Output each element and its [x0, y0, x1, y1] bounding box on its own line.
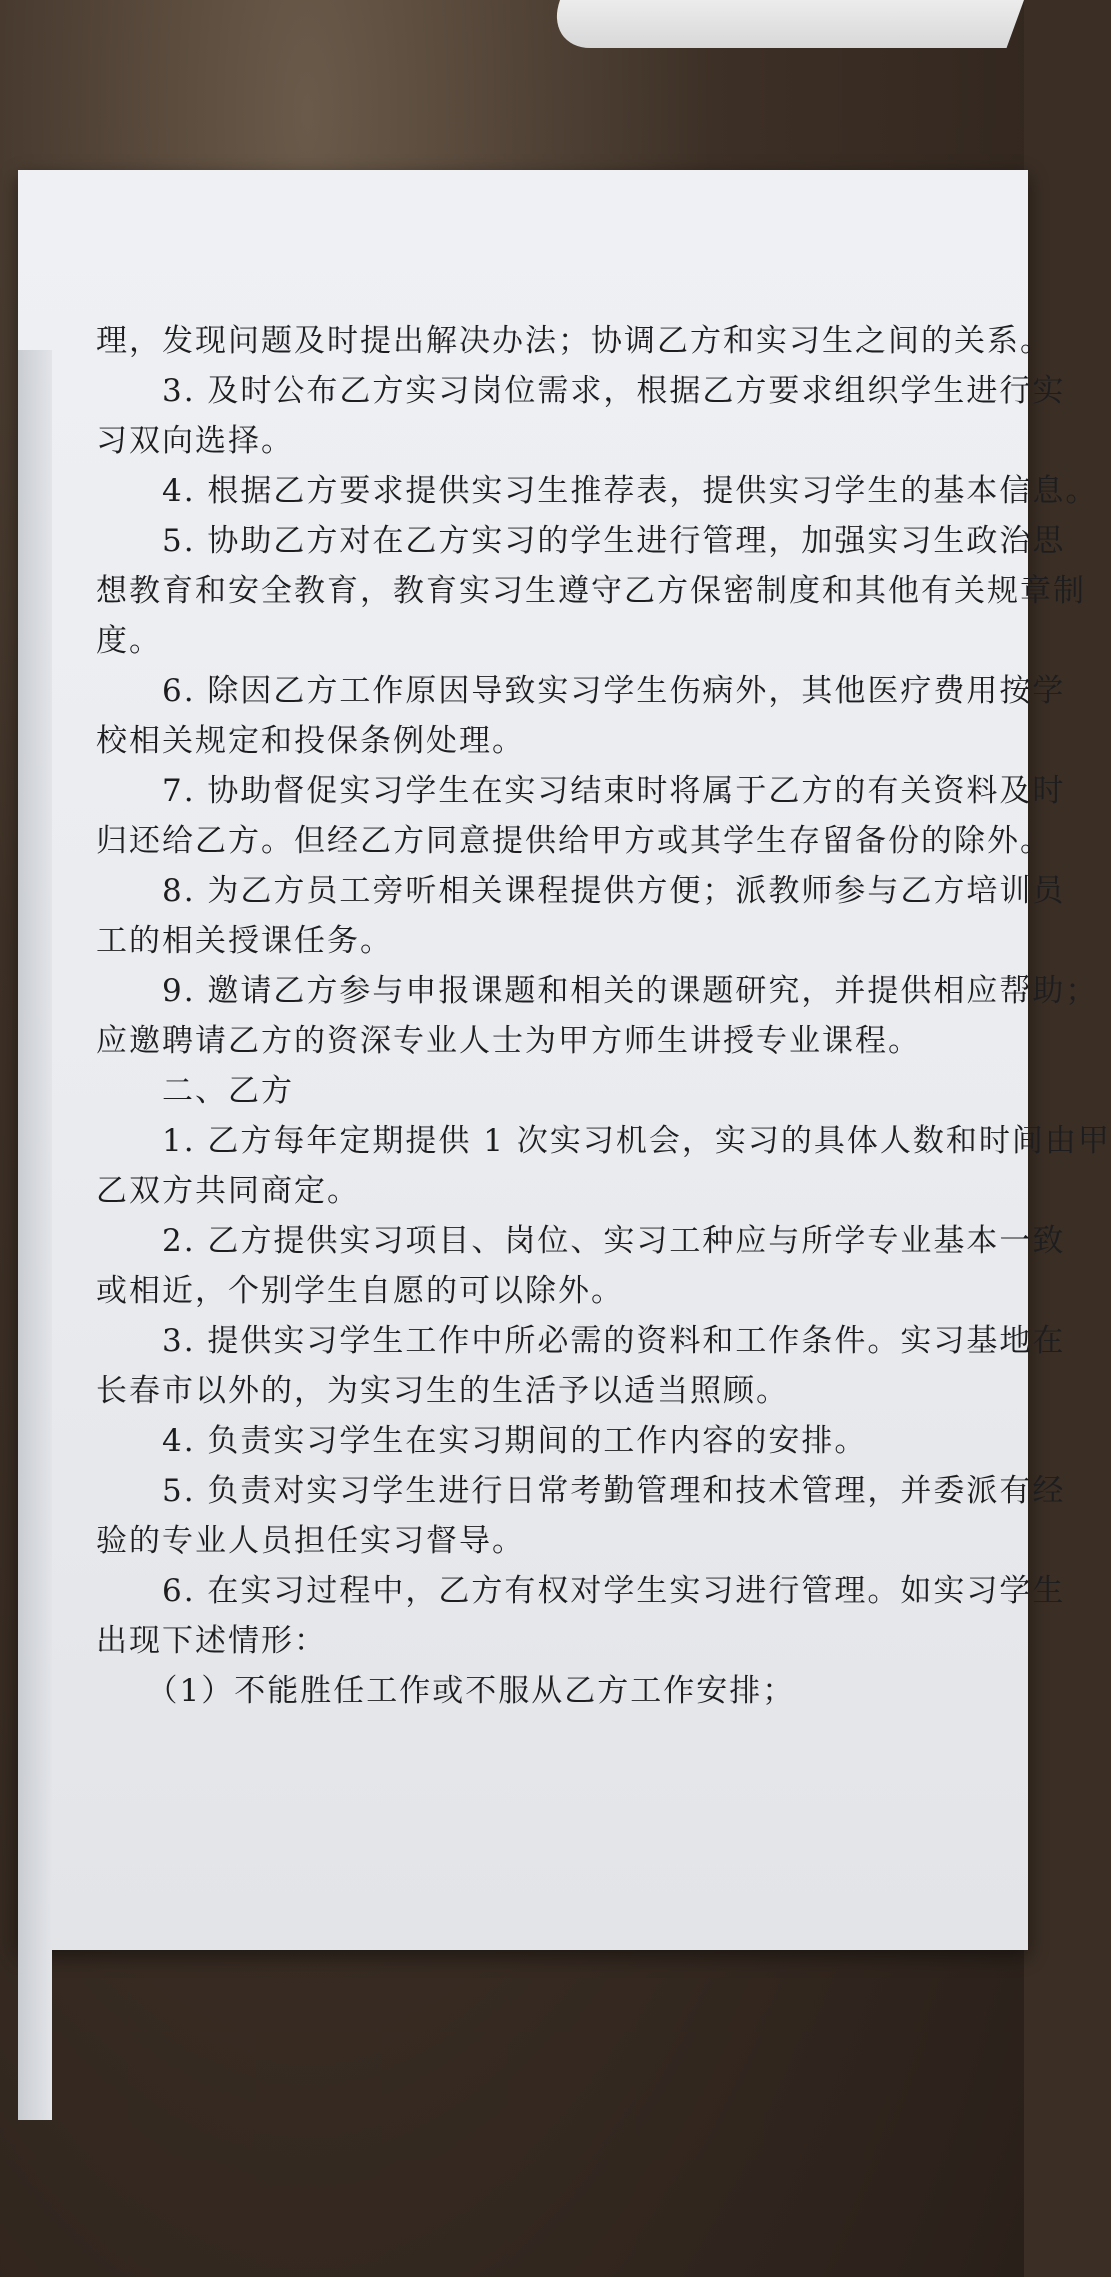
paragraph-line: 5. 负责对实习学生进行日常考勤管理和技术管理，并委派有经 [96, 1473, 1066, 1509]
paragraph-line: （1）不能胜任工作或不服从乙方工作安排； [96, 1673, 796, 1709]
paragraph-line: 3. 提供实习学生工作中所必需的资料和工作条件。实习基地在 [96, 1323, 1066, 1359]
paragraph-line: 1. 乙方每年定期提供 1 次实习机会，实习的具体人数和时间由甲 [96, 1123, 1111, 1159]
paragraph-line: 应邀聘请乙方的资深专业人士为甲方师生讲授专业课程。 [96, 1023, 921, 1059]
document-body [96, 316, 1111, 1716]
section-heading: 二、乙方 [96, 1073, 294, 1109]
paragraph-line: 4. 根据乙方要求提供实习生推荐表，提供实习学生的基本信息。 [96, 473, 1099, 509]
paragraph-line: 理，发现问题及时提出解决办法；协调乙方和实习生之间的关系。 [96, 323, 1053, 359]
paragraph-line: 乙双方共同商定。 [96, 1173, 360, 1209]
paragraph-line: 6. 除因乙方工作原因导致实习学生伤病外，其他医疗费用按学 [96, 673, 1066, 709]
paragraph-line: 度。 [96, 623, 162, 659]
paragraph-line: 9. 邀请乙方参与申报课题和相关的课题研究，并提供相应帮助； [96, 973, 1099, 1009]
paragraph-line: 5. 协助乙方对在乙方实习的学生进行管理，加强实习生政治思 [96, 523, 1066, 559]
paragraph-line: 2. 乙方提供实习项目、岗位、实习工种应与所学专业基本一致 [96, 1223, 1066, 1259]
paragraph-line: 6. 在实习过程中，乙方有权对学生实习进行管理。如实习学生 [96, 1573, 1066, 1609]
paragraph-line: 3. 及时公布乙方实习岗位需求，根据乙方要求组织学生进行实 [96, 373, 1066, 409]
paragraph-line: 或相近，个别学生自愿的可以除外。 [96, 1273, 624, 1309]
paragraph-line: 习双向选择。 [96, 423, 294, 459]
paragraph-line: 7. 协助督促实习学生在实习结束时将属于乙方的有关资料及时 [96, 773, 1066, 809]
document-page [18, 170, 1111, 1950]
paragraph-line: 想教育和安全教育，教育实习生遵守乙方保密制度和其他有关规章制 [96, 573, 1086, 609]
paragraph-line: 出现下述情形： [96, 1623, 327, 1659]
paragraph-line: 校相关规定和投保条例处理。 [96, 723, 525, 759]
paragraph-line: 工的相关授课任务。 [96, 923, 393, 959]
page-binding-shadow [18, 350, 52, 2120]
paragraph-line: 8. 为乙方员工旁听相关课程提供方便；派教师参与乙方培训员 [96, 873, 1066, 909]
paragraph-line: 4. 负责实习学生在实习期间的工作内容的安排。 [96, 1423, 868, 1459]
paragraph-line: 归还给乙方。但经乙方同意提供给甲方或其学生存留备份的除外。 [96, 823, 1053, 859]
paragraph-line: 长春市以外的，为实习生的生活予以适当照顾。 [96, 1373, 789, 1409]
background-paper-edge [543, 0, 1024, 48]
paragraph-line: 验的专业人员担任实习督导。 [96, 1523, 525, 1559]
